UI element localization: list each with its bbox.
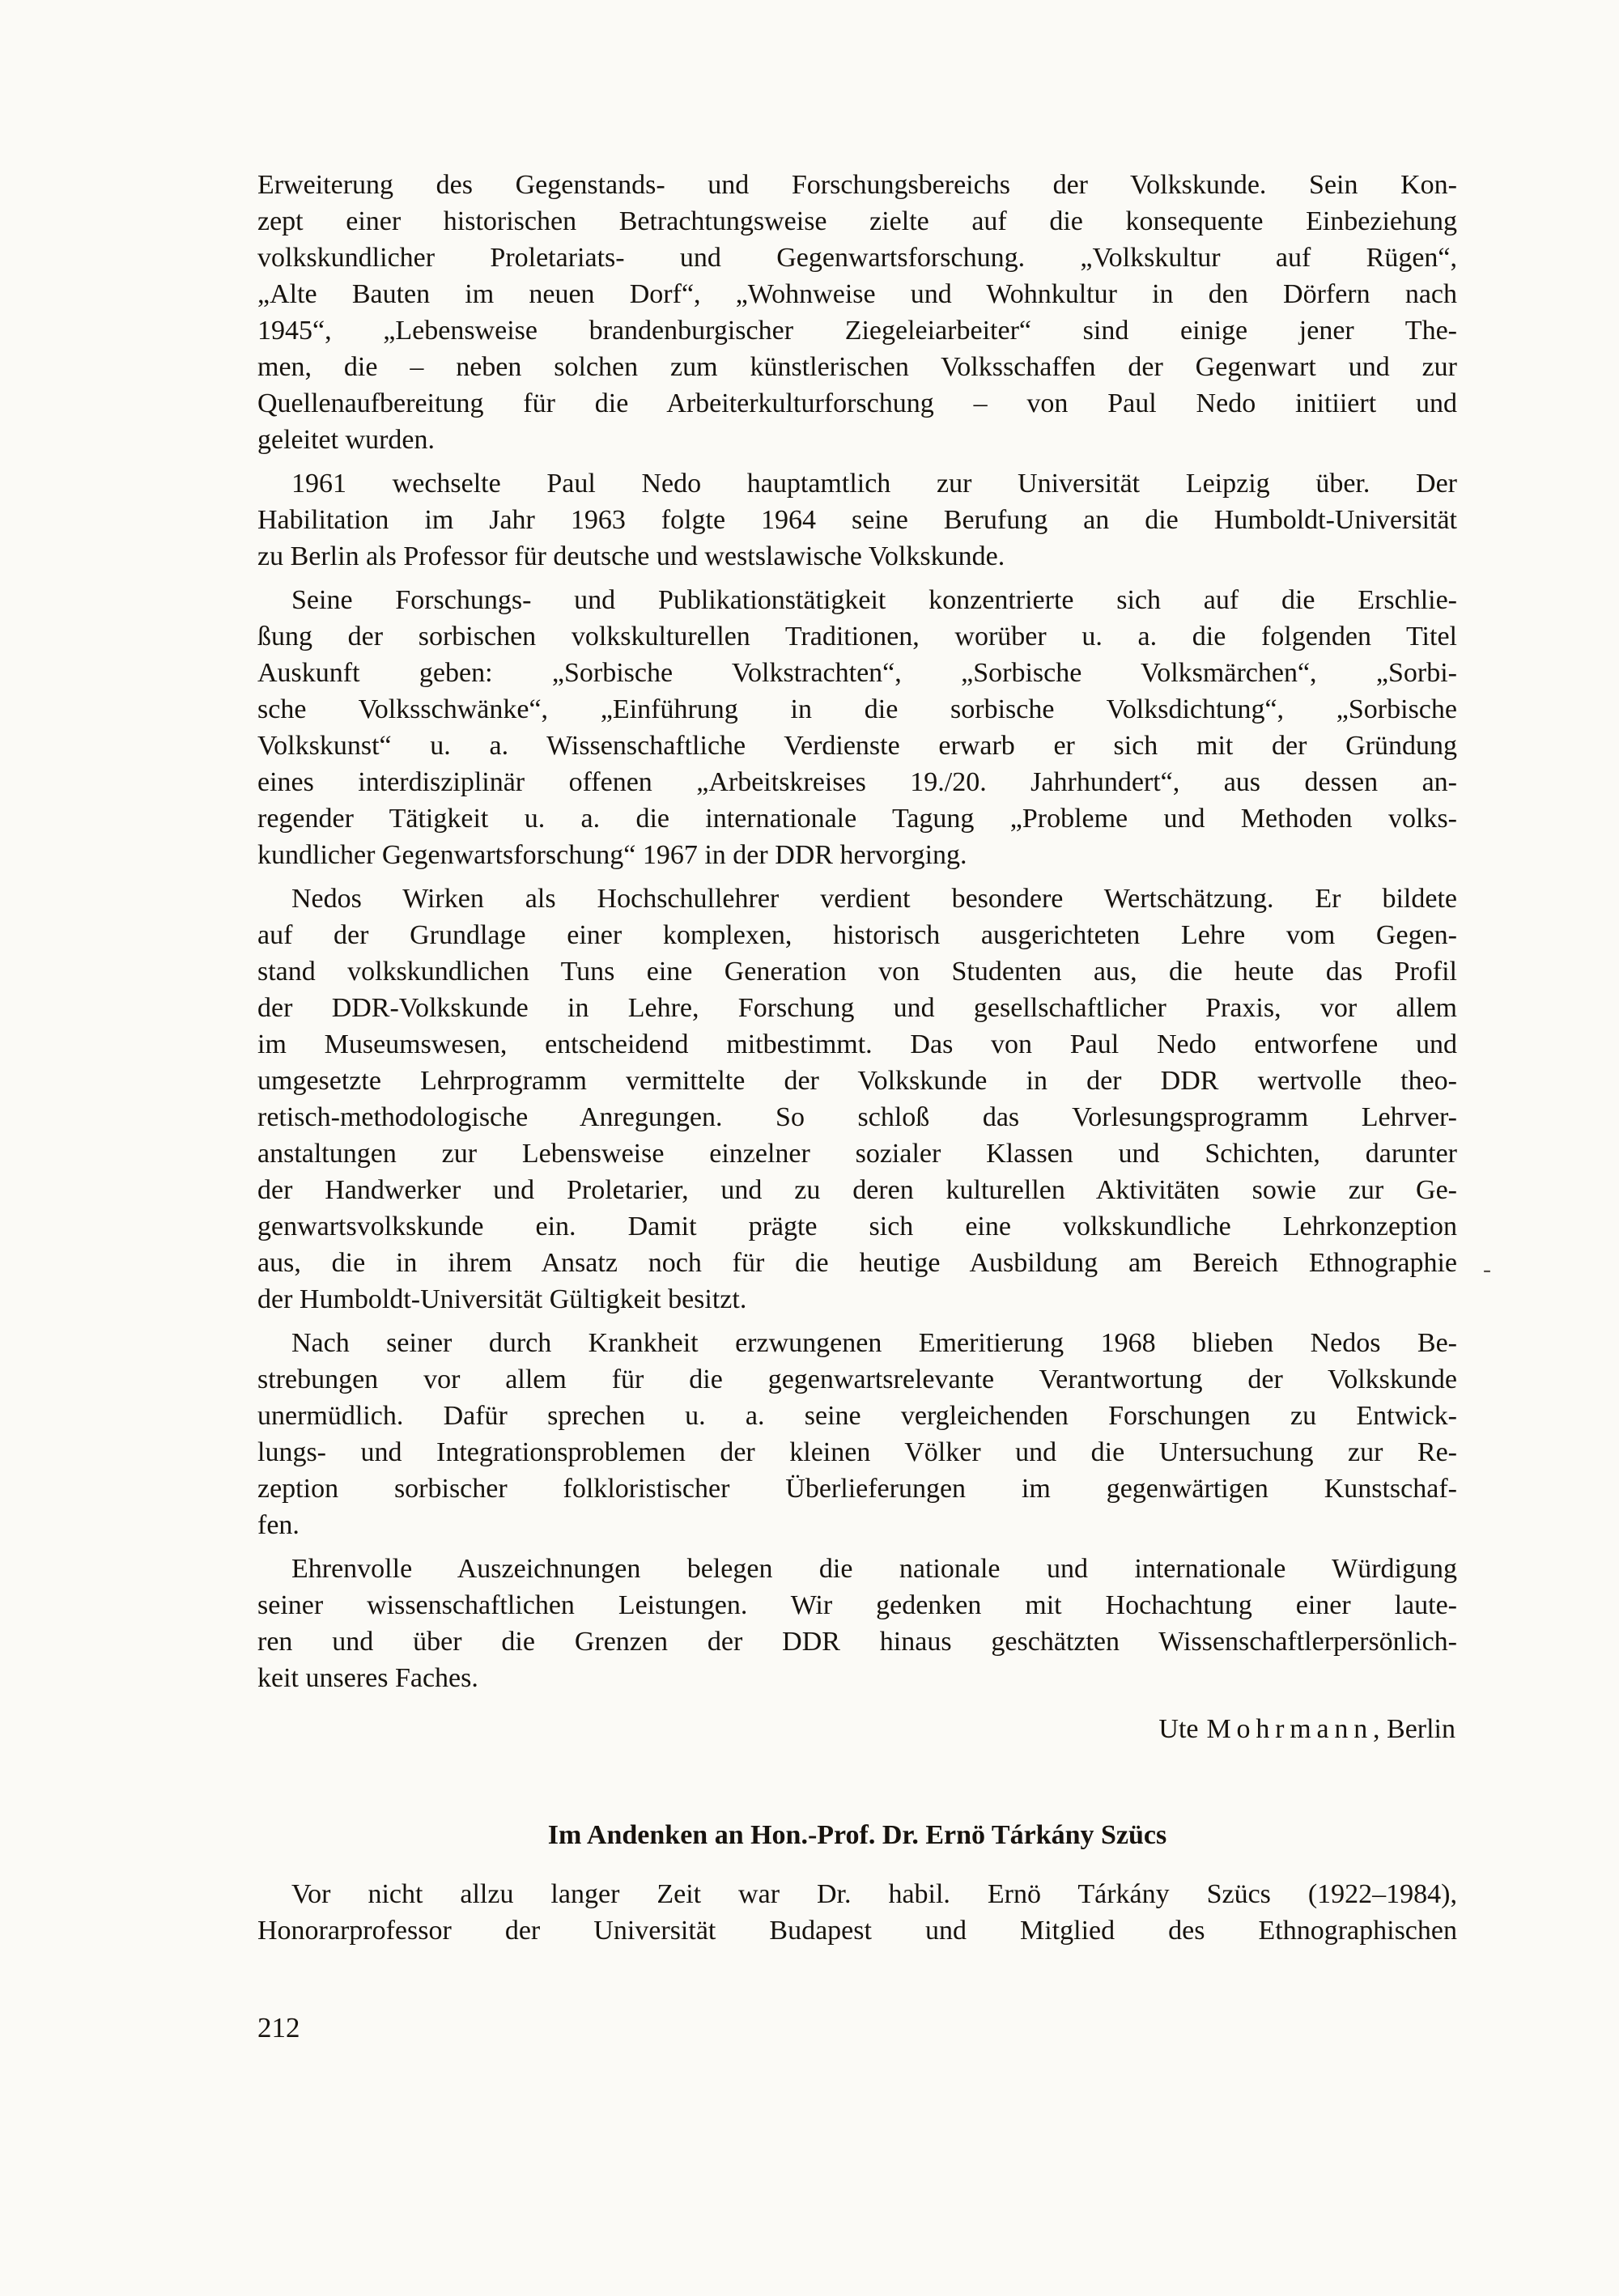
text-line: Volkskunst“ u. a. Wissenschaftliche Verdienste erwarb er sich mit der Gründung xyxy=(257,731,1457,761)
text-line: Seine Forschungs- und Publikationstätigkeit konzentrierte sich auf die Erschlie- xyxy=(291,585,1457,615)
text-line: genwartsvolkskunde ein. Damit prägte sich eine volkskundliche Lehrkonzeption xyxy=(257,1212,1457,1241)
text-line: ren und über die Grenzen der DDR hinaus geschätzten Wissenschaftlerpersönlich- xyxy=(257,1627,1457,1657)
text-line: „Alte Bauten im neuen Dorf“, „Wohnweise und Wohnkultur in den Dörfern nach xyxy=(257,279,1457,309)
text-line: lungs- und Integrationsproblemen der kleinen Völker und die Untersuchung zur Re- xyxy=(257,1437,1457,1467)
text-line: seiner wissenschaftlichen Leistungen. Wir gedenken mit Hochachtung einer laute- xyxy=(257,1590,1457,1620)
paragraph xyxy=(257,1325,1457,1543)
page-number: 212 xyxy=(257,2012,300,2043)
text-line: ßung der sorbischen volkskulturellen Traditionen, worüber u. a. die folgenden Titel xyxy=(257,622,1457,651)
text-line: Erweiterung des Gegenstands- und Forschungsbereichs der Volkskunde. Sein Kon- xyxy=(257,170,1457,200)
text-line: der Handwerker und Proletarier, und zu deren kulturellen Aktivitäten sowie zur Ge- xyxy=(257,1175,1457,1205)
text-line: volkskundlicher Proletariats- und Gegenwartsforschung. „Volkskultur auf Rügen“, xyxy=(257,243,1457,273)
text-line: strebungen vor allem für die gegenwartsrelevante Verantwortung der Volkskunde xyxy=(257,1364,1457,1394)
text-line: fen. xyxy=(257,1510,300,1540)
text-line: Ehrenvolle Auszeichnungen belegen die nationale und internationale Würdigung xyxy=(291,1554,1457,1584)
text-line: zeption sorbischer folkloristischer Überlieferungen im gegenwärtigen Kunstschaf- xyxy=(257,1474,1457,1504)
obituary-nedo-section xyxy=(257,167,1457,1747)
paragraph xyxy=(257,1876,1457,1949)
text-line: Vor nicht allzu langer Zeit war Dr. habil. Ernö Tárkány Szücs (1922–1984), xyxy=(291,1879,1457,1909)
paragraph xyxy=(257,582,1457,873)
text-line: eines interdisziplinär offenen „Arbeitskreises 19./20. Jahrhundert“, aus dessen an- xyxy=(257,767,1457,797)
text-line: retisch-methodologische Anregungen. So schloß das Vorlesungsprogramm Lehrver- xyxy=(257,1102,1457,1132)
text-line: aus, die in ihrem Ansatz noch für die heutige Ausbildung am Bereich Ethnographie xyxy=(257,1248,1457,1278)
text-line: zept einer historischen Betrachtungsweise zielte auf die konsequente Einbeziehung xyxy=(257,206,1457,236)
text-line: stand volkskundlichen Tuns eine Generation von Studenten aus, die heute das Profil xyxy=(257,957,1457,987)
text-line: Quellenaufbereitung für die Arbeiterkulturforschung – von Paul Nedo initiiert und xyxy=(257,388,1457,418)
paragraph xyxy=(257,1551,1457,1696)
text-line: Habilitation im Jahr 1963 folgte 1964 seine Berufung an die Humboldt-Universität xyxy=(257,505,1457,535)
text-line: auf der Grundlage einer komplexen, historisch ausgerichteten Lehre vom Gegen- xyxy=(257,920,1457,950)
signature-last-name: Mohrmann xyxy=(1206,1714,1374,1744)
text-line: zu Berlin als Professor für deutsche und westslawische Volkskunde. xyxy=(257,541,1005,571)
text-line: anstaltungen zur Lebensweise einzelner sozialer Klassen und Schichten, darunter xyxy=(257,1139,1457,1169)
text-line: 1961 wechselte Paul Nedo hauptamtlich zur Universität Leipzig über. Der xyxy=(291,469,1457,499)
paragraph xyxy=(257,465,1457,575)
text-line: Auskunft geben: „Sorbische Volkstrachten“, „Sorbische Volksmärchen“, „Sorbi- xyxy=(257,658,1457,688)
signature-place: , Berlin xyxy=(1373,1714,1455,1744)
text-line: der DDR-Volkskunde in Lehre, Forschung und gesellschaftlicher Praxis, vor allem xyxy=(257,993,1457,1023)
text-line: keit unseres Faches. xyxy=(257,1663,478,1693)
text-line: Nach seiner durch Krankheit erzwungenen Emeritierung 1968 blieben Nedos Be- xyxy=(291,1328,1457,1358)
paragraph xyxy=(257,881,1457,1318)
text-line: 1945“, „Lebensweise brandenburgischer Ziegeleiarbeiter“ sind einige jener The- xyxy=(257,316,1457,346)
signature-first-name: Ute xyxy=(1158,1714,1199,1744)
text-line: men, die – neben solchen zum künstlerischen Volksschaffen der Gegenwart und zur xyxy=(257,352,1457,382)
author-signature xyxy=(257,1711,1457,1747)
section-heading: Im Andenken an Hon.-Prof. Dr. Ernö Tárkány Szücs xyxy=(547,1820,1167,1850)
text-line: Honorarprofessor der Universität Budapest und Mitglied des Ethnographischen xyxy=(257,1916,1457,1946)
text-line: Nedos Wirken als Hochschullehrer verdient besondere Wertschätzung. Er bildete xyxy=(291,884,1457,914)
text-line: kundlicher Gegenwartsforschung“ 1967 in der DDR hervorging. xyxy=(257,840,967,870)
text-line: unermüdlich. Dafür sprechen u. a. seine vergleichenden Forschungen zu Entwick- xyxy=(257,1401,1457,1431)
text-line: regender Tätigkeit u. a. die internationale Tagung „Probleme und Methoden volks- xyxy=(257,804,1457,834)
text-line: im Museumswesen, entscheidend mitbestimmt. Das von Paul Nedo entworfene und xyxy=(257,1029,1457,1059)
text-line: sche Volksschwänke“, „Einführung in die sorbische Volksdichtung“, „Sorbische xyxy=(257,694,1457,724)
obituary-tarkany-section xyxy=(257,1817,1457,1949)
page-content xyxy=(257,167,1457,1956)
paragraph-continuation xyxy=(257,167,1457,458)
text-line: umgesetzte Lehrprogramm vermittelte der Volkskunde in der DDR wertvolle theo- xyxy=(257,1066,1457,1096)
text-line: der Humboldt-Universität Gültigkeit besitzt. xyxy=(257,1284,747,1314)
text-line: geleitet wurden. xyxy=(257,425,436,455)
scan-margin-artifact: - xyxy=(1483,1256,1491,1283)
